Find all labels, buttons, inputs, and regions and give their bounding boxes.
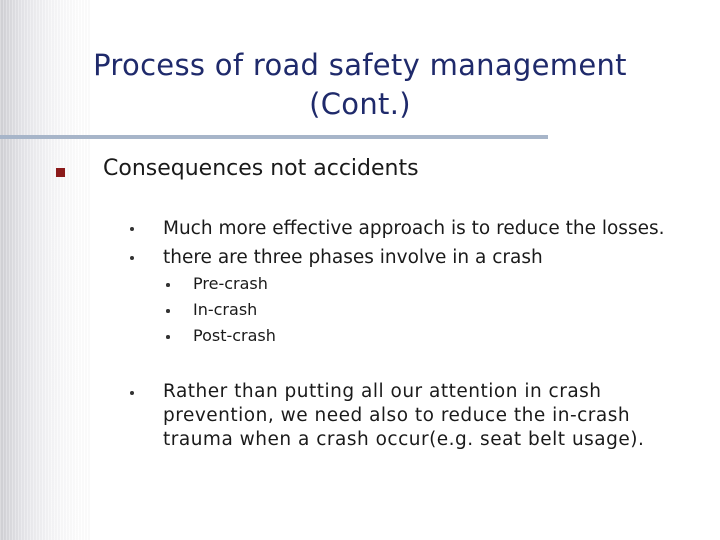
final-point-line-1: Rather than putting all our attention in crash — [163, 381, 602, 402]
sub-point-1: Much more effective approach is to reduce the losses. — [163, 218, 665, 239]
bullet-dot-icon — [130, 227, 134, 231]
bullet-dot-icon — [166, 283, 170, 287]
square-bullet-icon — [56, 168, 65, 177]
bullet-dot-icon — [130, 256, 134, 260]
bullet-dot-icon — [130, 391, 134, 395]
phase-post-crash: Post-crash — [193, 326, 276, 345]
phase-pre-crash: Pre-crash — [193, 274, 268, 293]
final-point-line-3: trauma when a crash occur(e.g. seat belt usage). — [163, 429, 645, 450]
title-line-2: (Cont.) — [309, 87, 411, 121]
main-bullet-text: Consequences not accidents — [103, 156, 419, 181]
final-point — [163, 380, 703, 452]
bullet-dot-icon — [166, 309, 170, 313]
final-point-line-2: prevention, we need also to reduce the in-crash — [163, 405, 631, 426]
left-gradient-band — [0, 0, 90, 540]
phase-in-crash: In-crash — [193, 300, 258, 319]
title-divider — [0, 135, 548, 139]
title-line-1: Process of road safety management — [93, 48, 627, 82]
sub-point-2: there are three phases involve in a crash — [163, 247, 543, 268]
bullet-dot-icon — [166, 335, 170, 339]
slide-title — [80, 46, 640, 124]
